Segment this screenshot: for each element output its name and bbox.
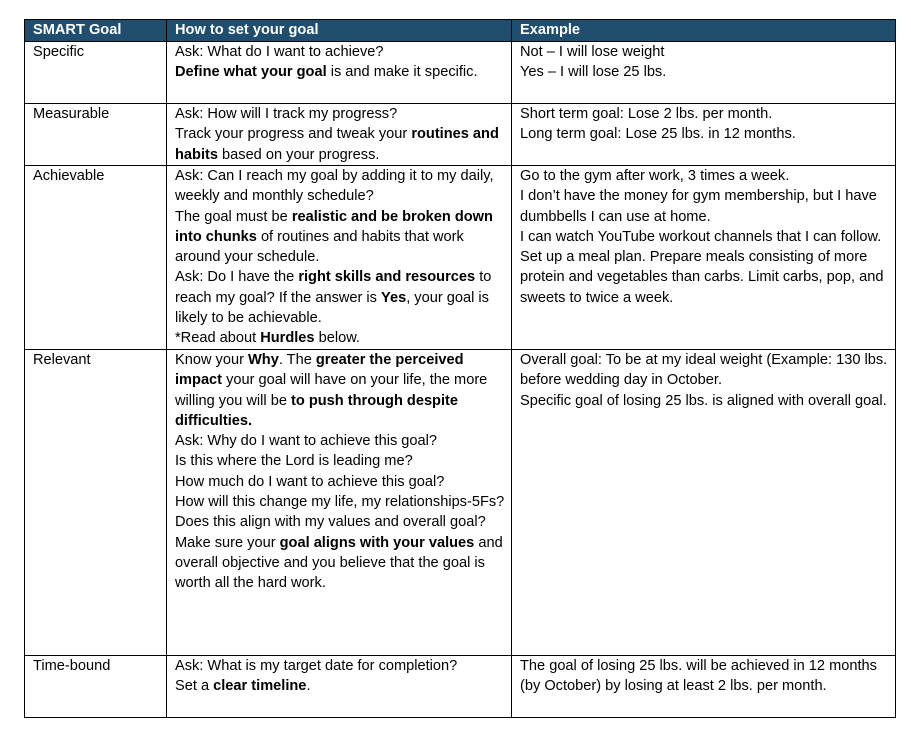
cell-line bbox=[175, 512, 505, 532]
cell-line bbox=[520, 104, 889, 124]
header-how-to-set: How to set your goal bbox=[167, 20, 512, 42]
text-run: Set a bbox=[175, 678, 214, 695]
example-cell bbox=[512, 42, 896, 104]
text-run: Is this where the Lord is leading me? bbox=[175, 453, 413, 470]
cell-line bbox=[520, 391, 889, 411]
text-run: . The bbox=[278, 352, 316, 368]
cell-line bbox=[520, 124, 889, 144]
bold-text: Hurdles bbox=[260, 330, 315, 347]
cell-line bbox=[520, 247, 889, 308]
how-to-cell bbox=[167, 350, 512, 656]
text-run: Short term goal: Lose 2 lbs. per month. bbox=[520, 106, 773, 122]
bold-text: Define what your goal bbox=[175, 64, 327, 81]
example-cell bbox=[512, 104, 896, 166]
text-run: Set up a meal plan. Prepare meals consisting of more protein and vegetables than carbs. Limit carbs, pop, and sweets to twice a week. bbox=[520, 249, 884, 306]
text-run: Overall goal: To be at my ideal weight (Example: 130 lbs. before wedding day in October. bbox=[520, 352, 888, 389]
text-run: How much do I want to achieve this goal? bbox=[175, 473, 445, 490]
text-run: Does this align with my values and overall goal? bbox=[175, 514, 486, 531]
text-run: to reach my goal? If the answer is bbox=[175, 269, 492, 306]
text-run: The goal must be bbox=[175, 208, 292, 225]
bold-text: to push through despite difficulties. bbox=[175, 392, 459, 429]
cell-line bbox=[175, 328, 505, 348]
bold-text: Yes bbox=[381, 289, 407, 306]
text-run: , your goal is likely to be achievable. bbox=[175, 289, 489, 327]
table-row bbox=[25, 656, 896, 718]
smart-goal-cell: Achievable bbox=[25, 166, 167, 350]
cell-line bbox=[175, 166, 505, 207]
text-run: and overall objective and you believe that the goal is worth all the hard work. bbox=[175, 534, 503, 592]
text-run: Ask: What do I want to achieve? bbox=[175, 44, 384, 60]
cell-line bbox=[520, 656, 889, 697]
bold-text: Why bbox=[248, 352, 279, 368]
text-run: How will this change my life, my relationships-5Fs? bbox=[175, 494, 505, 511]
cell-line bbox=[175, 533, 505, 594]
example-cell bbox=[512, 350, 896, 656]
how-to-cell bbox=[167, 656, 512, 718]
bold-text: realistic and be broken down into chunks bbox=[175, 208, 493, 245]
header-row bbox=[25, 20, 896, 42]
text-run: Not – I will lose weight bbox=[520, 44, 665, 60]
how-to-cell bbox=[167, 166, 512, 350]
text-run: your goal will have on your life, the more willing you will be bbox=[175, 372, 488, 409]
text-run: . bbox=[306, 678, 311, 695]
header-example: Example bbox=[512, 20, 896, 42]
cell-line bbox=[175, 104, 505, 124]
text-run: below. bbox=[314, 330, 360, 347]
cell-line bbox=[175, 62, 505, 82]
table-row bbox=[25, 104, 896, 166]
text-run: *Read about bbox=[175, 330, 261, 347]
text-run: Ask: Do I have the bbox=[175, 269, 299, 286]
smart-goal-cell: Measurable bbox=[25, 104, 167, 166]
text-run: Specific goal of losing 25 lbs. is aligned with overall goal. bbox=[520, 392, 887, 409]
bold-text: greater the perceived impact bbox=[175, 352, 464, 389]
text-run: Ask: Why do I want to achieve this goal? bbox=[175, 433, 438, 450]
cell-line bbox=[520, 166, 889, 186]
text-run: Go to the gym after work, 3 times a week. bbox=[520, 168, 790, 184]
text-run: Ask: How will I track my progress? bbox=[175, 106, 398, 122]
cell-line bbox=[175, 472, 505, 492]
bold-text: goal aligns with your values bbox=[279, 534, 475, 551]
text-run: based on your progress. bbox=[217, 146, 380, 163]
text-run: Yes – I will lose 25 lbs. bbox=[520, 64, 667, 81]
cell-line bbox=[175, 431, 505, 451]
how-to-cell bbox=[167, 104, 512, 166]
table-row bbox=[25, 42, 896, 104]
cell-line bbox=[520, 62, 889, 82]
bold-text: right skills and resources bbox=[298, 269, 476, 286]
smart-goal-table bbox=[24, 19, 896, 718]
cell-line bbox=[175, 207, 505, 268]
cell-line bbox=[520, 186, 889, 227]
text-run: The goal of losing 25 lbs. will be achieved in 12 months (by October) by losing at least 2 lbs. per month. bbox=[520, 658, 877, 695]
smart-goal-cell: Time-bound bbox=[25, 656, 167, 718]
cell-line bbox=[175, 492, 505, 512]
table-row bbox=[25, 166, 896, 350]
cell-line bbox=[175, 676, 505, 696]
bold-text: clear timeline bbox=[213, 678, 307, 695]
example-cell bbox=[512, 166, 896, 350]
text-run: I can watch YouTube workout channels that I can follow. bbox=[520, 228, 882, 245]
text-run: Make sure your bbox=[175, 534, 280, 551]
table-header bbox=[25, 20, 896, 42]
text-run: Ask: What is my target date for completion? bbox=[175, 658, 458, 674]
cell-line bbox=[175, 451, 505, 471]
text-run: Know your bbox=[175, 352, 249, 368]
cell-line bbox=[520, 227, 889, 247]
example-cell bbox=[512, 656, 896, 718]
cell-line bbox=[175, 350, 505, 431]
cell-line bbox=[175, 656, 505, 676]
table-body bbox=[25, 42, 896, 718]
smart-goal-cell: Relevant bbox=[25, 350, 167, 656]
how-to-cell bbox=[167, 42, 512, 104]
cell-line bbox=[175, 124, 505, 165]
text-run: of routines and habits that work around your schedule. bbox=[175, 228, 464, 266]
text-run: is and make it specific. bbox=[326, 64, 478, 81]
cell-line bbox=[175, 42, 505, 62]
smart-goal-cell: Specific bbox=[25, 42, 167, 104]
text-run: Ask: Can I reach my goal by adding it to my daily, weekly and monthly schedule? bbox=[175, 168, 494, 205]
text-run: Track your progress and tweak your bbox=[175, 126, 412, 143]
cell-line bbox=[520, 42, 889, 62]
header-smart-goal: SMART Goal bbox=[25, 20, 167, 42]
bold-text: routines and habits bbox=[175, 126, 499, 163]
table-row bbox=[25, 350, 896, 656]
cell-line bbox=[520, 350, 889, 391]
text-run: I don’t have the money for gym membership, but I have dumbbells I can use at home. bbox=[520, 188, 877, 225]
cell-line bbox=[175, 267, 505, 328]
text-run: Long term goal: Lose 25 lbs. in 12 months. bbox=[520, 126, 796, 143]
